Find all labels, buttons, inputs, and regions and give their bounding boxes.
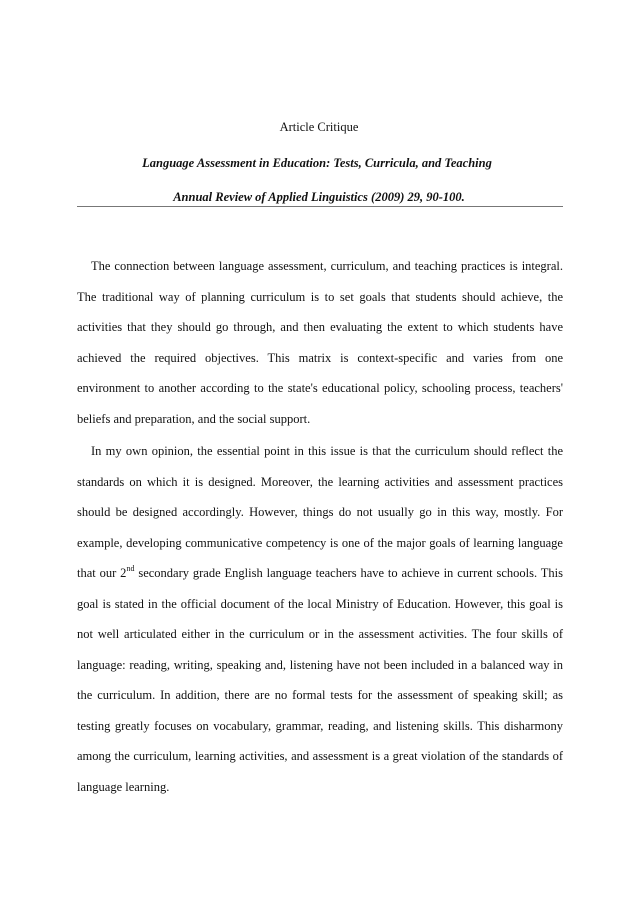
header-divider	[77, 206, 563, 207]
article-title: Language Assessment in Education: Tests, Curricula, and Teaching	[142, 156, 492, 170]
paragraph-2-text-end: secondary grade English language teachers have to achieve in current schools. This goal is stated in the official document of the local Ministry of Education. However, this goal is not well articulated either in the curriculum or in the assessment activities. The four skills of language: reading, writing, speaking and, listening have not been included in a balanced way in the curriculum. In addition, there are no formal tests for the assessment of speaking skill; as testing greatly focuses on vocabulary, grammar, reading, and listening skills. This disharmony among the curriculum, learning activities, and assessment is a great violation of the standards of language learning.	[77, 566, 563, 794]
paragraph-2	[77, 436, 563, 802]
paragraph-1: The connection between language assessment, curriculum, and teaching practices is integral. The traditional way of planning curriculum is to set goals that students should achieve, the activities that they should go through, and then evaluating the extent to which students have achieved the required objectives. This matrix is context-specific and varies from one environment to another according to the state's educational policy, schooling process, teachers' beliefs and preparation, and the social support.	[77, 259, 563, 426]
paragraph-2-text-start: In my own opinion, the essential point in this issue is that the curriculum should reflect the standards on which it is designed. Moreover, the learning activities and assessment practices should be designed accordingly. However, things do not usually go in this way, mostly. For example, developing communicative competency is one of the major goals of learning language that our 2	[77, 444, 563, 580]
journal-citation: Annual Review of Applied Linguistics (2009) 29, 90-100.	[173, 190, 465, 204]
document-title: Article Critique	[279, 120, 359, 134]
ordinal-superscript: nd	[126, 564, 135, 573]
